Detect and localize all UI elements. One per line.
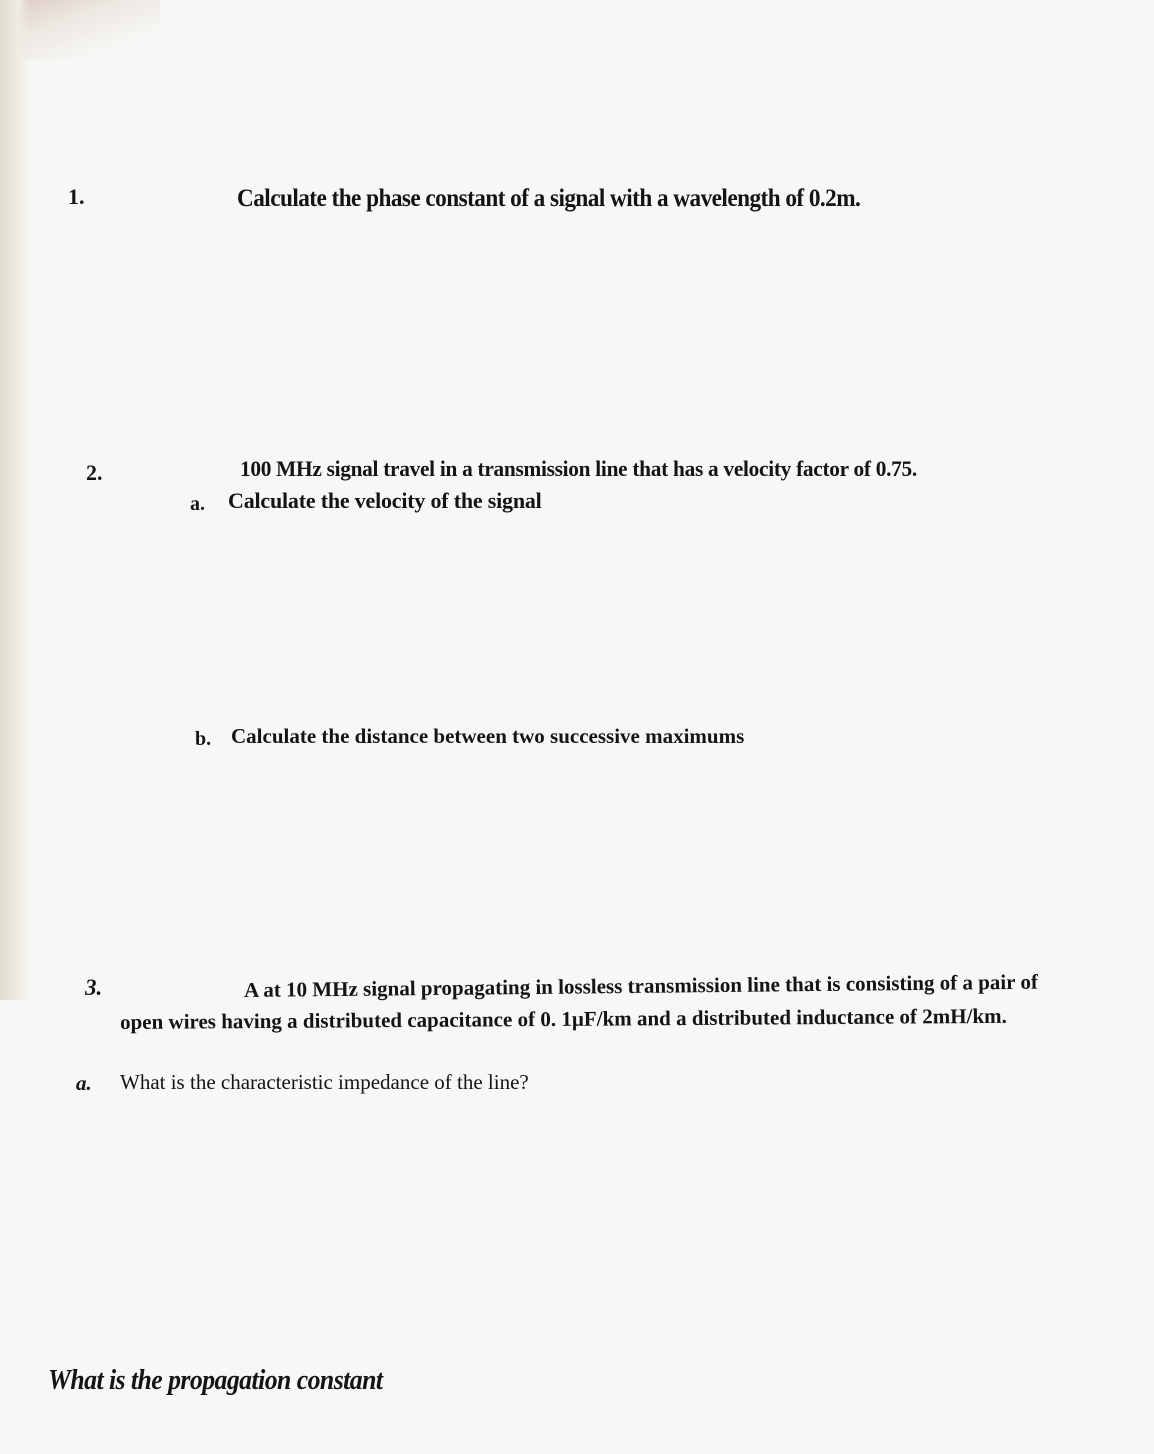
scan-edge-shading: [0, 0, 30, 1000]
question-3-text-line-1: A at 10 MHz signal propagating in lossless transmission line that is consisting of a pair of: [243, 969, 1039, 1002]
question-2-number: 2.: [86, 460, 103, 485]
question-2a-marker: a.: [190, 493, 205, 515]
question-3-text-line-2: open wires having a distributed capacitance of 0. 1µF/km and a distributed inductance of 2mH/km.: [119, 1003, 1007, 1034]
question-2-text: 100 MHz signal travel in a transmission line that has a velocity factor of 0.75.: [240, 456, 917, 481]
question-1-text: Calculate the phase constant of a signal with a wavelength of 0.2m.: [237, 185, 861, 212]
question-2b-text: Calculate the distance between two successive maximums: [231, 724, 745, 748]
question-3b-text: What is the propagation constant: [48, 1365, 383, 1396]
question-3a-marker: a.: [76, 1071, 92, 1095]
question-2b-marker: b.: [195, 728, 212, 750]
question-3a-text: What is the characteristic impedance of the line?: [120, 1070, 529, 1094]
question-3-number: 3.: [85, 975, 103, 1000]
question-2a-text: Calculate the velocity of the signal: [228, 488, 542, 513]
question-1-number: 1.: [68, 184, 85, 209]
